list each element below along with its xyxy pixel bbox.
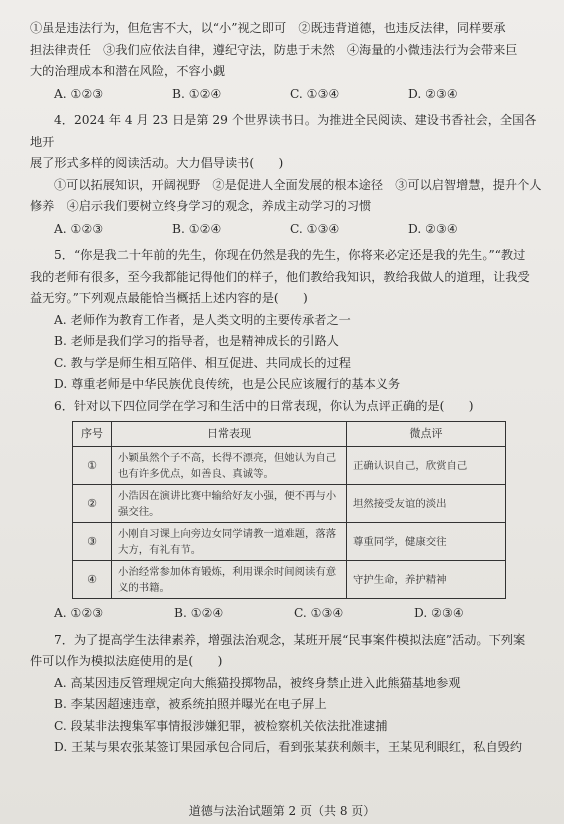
option-c: C. 段某非法搜集军事情报涉嫌犯罪，被检察机关依法批准逮捕 [54,718,388,733]
text-line: 担法律责任 ③我们应依法自律，遵纪守法，防患于未然 ④海量的小微违法行为会带来巨 [30,42,518,57]
option-a: A. 高某因违反管理规定向大熊猫投掷物品，被终身禁止进入此熊猫基地参观 [54,675,461,690]
row-behavior: 小刚自习课上向旁边女同学请教一道难题，落落大方，有礼有节。 [112,523,347,561]
row-number: ① [73,447,112,485]
question-3-tail [30,18,542,105]
text-line: 5．“你是我二十年前的先生，你现在仍然是我的先生，你将来必定还是我的先生。”“教过 [54,248,526,262]
table-row [73,447,506,485]
option-a: A. ①②③ [54,221,104,236]
option-c: C. ①③④ [290,86,340,101]
row-behavior: 小颖虽然个子不高，长得不漂亮，但她认为自己也有许多优点，如善良、真诚等。 [112,447,347,485]
row-behavior: 小浩因在演讲比赛中输给好友小强，便不再与小强交往。 [112,485,347,523]
row-comment: 坦然接受友谊的淡出 [347,485,506,523]
evaluation-table [72,421,506,599]
option-a: A. ①②③ [54,606,104,620]
option-b: B. ①②④ [174,606,224,620]
table-row [73,561,506,599]
option-a: A. 老师作为教育工作者，是人类文明的主要传承者之一 [54,312,351,327]
text-line: 展了形式多样的阅读活动。大力倡导读书( ) [30,156,284,170]
row-comment: 正确认识自己，欣赏自己 [347,447,506,485]
row-number: ③ [73,523,112,561]
option-b: B. ①②④ [172,221,222,236]
text-line: 修养 ④启示我们要树立终身学习的观念，养成主动学习的习惯 [30,199,372,213]
table-header-row [73,422,506,447]
text-line: 件可以作为模拟法庭使用的是( ) [30,654,223,668]
text-line: 大的治理成本和潜在风险，不容小觑 [30,64,225,78]
option-d: D. ②③④ [414,606,464,620]
question-4 [30,110,542,240]
question-6 [30,396,542,625]
option-d: D. 王某与果农张某签订果园承包合同后，看到张某获利颇丰，王某见利眼红，私自毁约 [54,740,523,754]
options-row [30,603,542,625]
page-footer: 道德与法治试题第 2 页（共 8 页） [188,803,376,818]
row-number: ② [73,485,112,523]
table-row [73,485,506,523]
option-b: B. ①②④ [172,86,222,101]
options-row [30,84,542,106]
option-c: C. 教与学是师生相互陪伴、相互促进、共同成长的过程 [54,355,351,370]
option-d: D. ②③④ [408,221,458,236]
options-row [30,219,542,241]
option-b: B. 老师是我们学习的指导者，也是精神成长的引路人 [54,334,339,348]
header-number: 序号 [73,422,112,447]
row-behavior: 小治经常参加体育锻炼，利用课余时间阅读有意义的书籍。 [112,561,347,599]
option-d: D. ②③④ [408,86,458,101]
header-behavior: 日常表现 [112,422,347,447]
question-7 [30,630,542,759]
text-line: 益无穷。”下列观点最能恰当概括上述内容的是( ) [30,291,308,305]
text-line: 7．为了提高学生法律素养，增强法治观念，某班开展“民事案件模拟法庭”活动。下列案 [54,632,526,647]
option-d: D. 尊重老师是中华民族优良传统，也是公民应该履行的基本义务 [54,377,401,391]
text-line: 4．2024 年 4 月 23 日是第 29 个世界读书日。为推进全民阅读、建设书香社会，全国各地开 [30,113,537,149]
option-b: B. 李某因超速违章，被系统拍照并曝光在电子屏上 [54,697,327,711]
option-c: C. ①③④ [290,221,340,236]
text-line: ①可以拓展知识，开阔视野 ②是促进人全面发展的根本途径 ③可以启智增慧，提升个人 [54,177,542,192]
table-row [73,523,506,561]
row-comment: 守护生命，养护精神 [347,561,506,599]
text-line: 我的老师有很多，至今我都能记得他们的样子，他们教给我知识，教给我做人的道理，让我受 [30,269,530,284]
row-number: ④ [73,561,112,599]
option-c: C. ①③④ [294,606,344,620]
row-comment: 尊重同学，健康交往 [347,523,506,561]
question-5 [30,245,542,396]
option-a: A. ①②③ [54,86,104,101]
text-line: ①虽是违法行为，但危害不大，以“小”视之即可 ②既违背道德，也违反法律，同样要承 [30,21,506,35]
question-stem: 6．针对以下四位同学在学习和生活中的日常表现，你认为点评正确的是( ) [54,398,474,413]
header-comment: 微点评 [347,422,506,447]
